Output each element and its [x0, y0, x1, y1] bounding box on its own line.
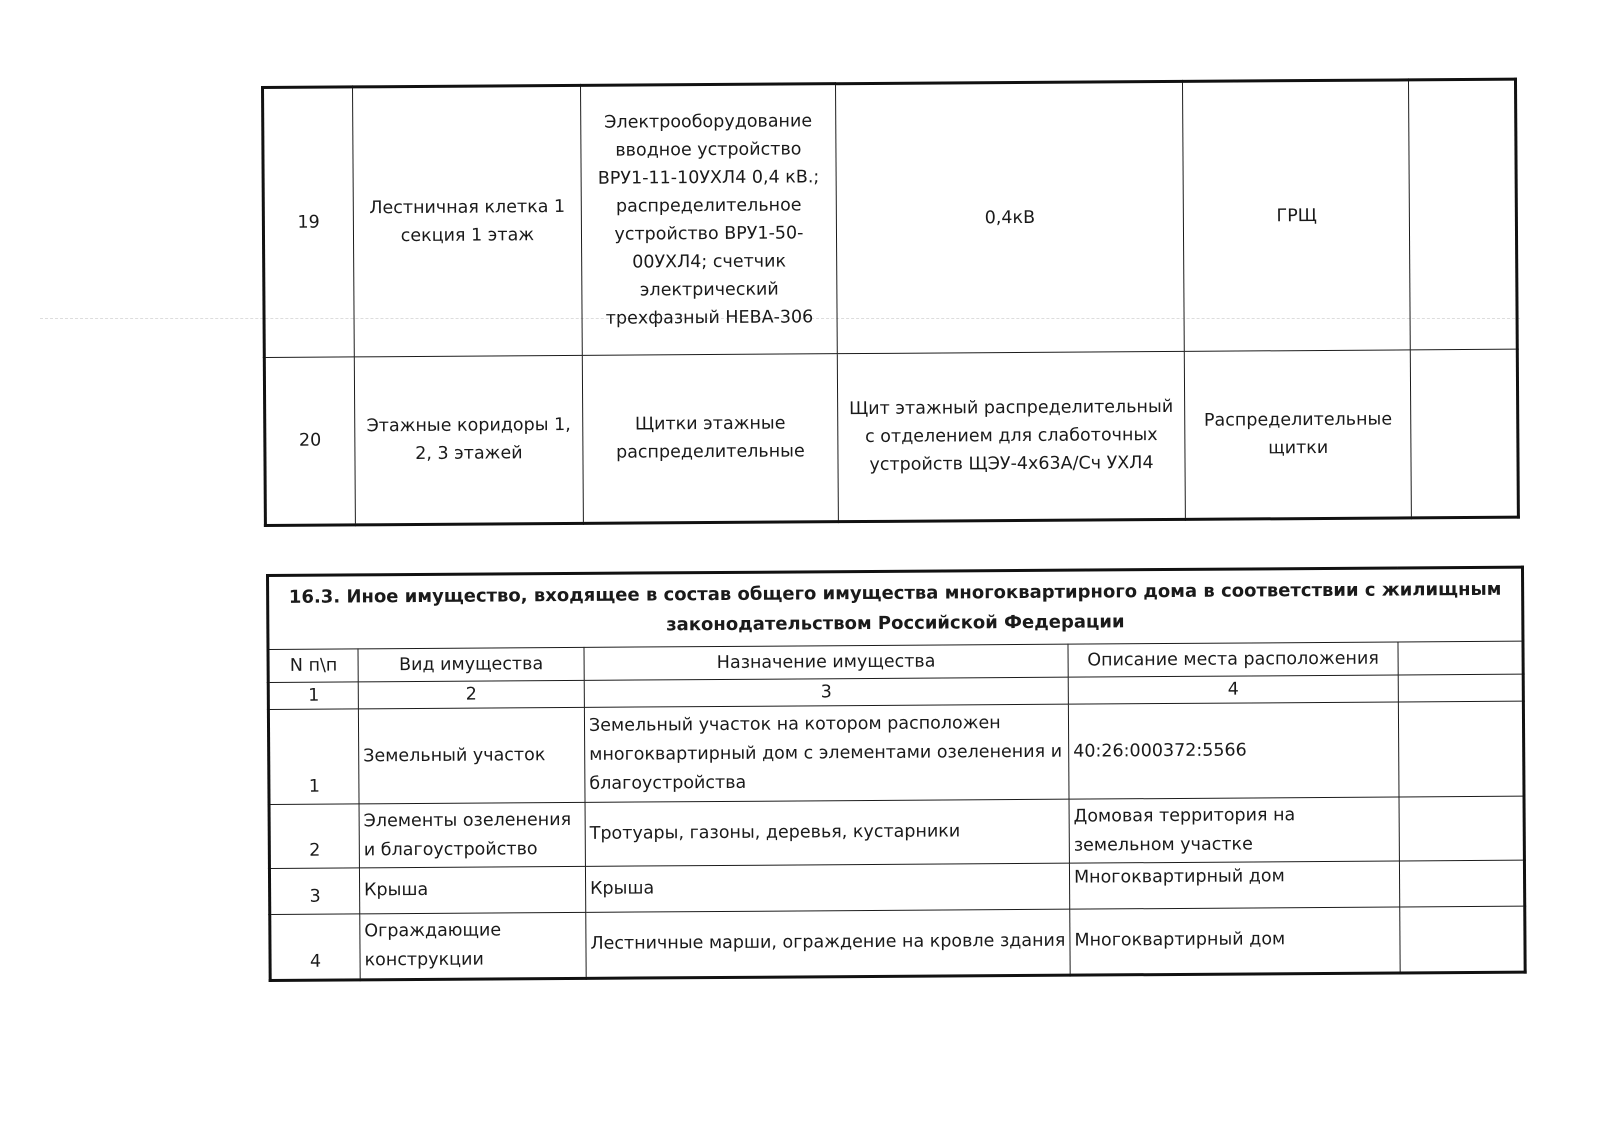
row-number: 20 — [264, 357, 355, 525]
purpose-cell: Распределительные щитки — [1185, 350, 1412, 519]
header-purpose: Назначение имущества — [584, 645, 1068, 681]
col-number — [1398, 675, 1523, 703]
equipment-cell: Щитки этажные распределительные — [583, 354, 838, 523]
parameters-cell: 0,4кВ — [835, 81, 1185, 354]
row-number: 1 — [268, 709, 359, 805]
row-number: 4 — [270, 914, 360, 981]
col-number: 3 — [584, 678, 1068, 708]
type-cell: Земельный участок — [358, 708, 585, 805]
location-cell: Многоквартирный дом — [1070, 907, 1400, 975]
type-cell: Крыша — [359, 867, 585, 914]
location-cell: Лестничная клетка 1 секция 1 этаж — [352, 85, 583, 357]
equipment-table — [261, 78, 1520, 527]
location-cell: Многоквартирный дом — [1069, 861, 1399, 909]
header-type: Вид имущества — [358, 648, 584, 683]
col-number: 2 — [358, 681, 584, 709]
table-row — [269, 796, 1524, 868]
purpose-cell: Тротуары, газоны, деревья, кустарники — [585, 800, 1069, 867]
header-location: Описание места расположения — [1068, 642, 1398, 677]
type-cell: Элементы озеленения и благоустройство — [359, 803, 585, 869]
extra-cell — [1399, 796, 1524, 861]
extra-cell — [1409, 79, 1518, 350]
location-cell: 40:26:000372:5566 — [1068, 702, 1399, 799]
extra-cell — [1399, 861, 1524, 907]
type-cell: Ограждающие конструкции — [360, 912, 586, 980]
purpose-cell: Крыша — [585, 864, 1069, 913]
extra-cell — [1398, 701, 1524, 797]
purpose-cell: Земельный участок на котором расположен многоквартирный дом с элементами озеленения и благоустройства — [584, 704, 1069, 802]
equipment-cell: Электрооборудование вводное устройство ВРУ1-11-10УХЛ4 0,4 кВ.; распределительное устройство ВРУ1-50-00УХЛ4; счетчик электрический трехфазный НЕВА-306 — [581, 84, 837, 356]
section-title: 16.3. Иное имущество, входящее в состав общего имущества многоквартирного дома в соответствии с жилищным законодательством Российской Федерации — [268, 567, 1524, 650]
location-cell: Этажные коридоры 1, 2, 3 этажей — [354, 356, 584, 525]
col-number: 1 — [268, 682, 358, 709]
table-row — [270, 906, 1525, 980]
extra-cell — [1410, 350, 1518, 518]
purpose-cell: Лестничные марши, ограждение на кровле здания — [586, 909, 1070, 978]
row-number: 19 — [263, 87, 354, 358]
col-number: 4 — [1068, 675, 1398, 704]
table-row — [263, 79, 1518, 358]
header-extra — [1398, 642, 1523, 676]
location-cell: Домовая территория на земельном участке — [1069, 797, 1399, 863]
common-property-table — [266, 566, 1527, 982]
parameters-cell: Щит этажный распределительный с отделением для слаботочных устройств ЩЭУ-4х63А/Сч УХЛ4 — [837, 352, 1186, 522]
row-number: 2 — [269, 804, 359, 869]
row-number: 3 — [269, 868, 359, 914]
table-row — [268, 701, 1524, 804]
extra-cell — [1400, 906, 1525, 973]
header-n: N п\п — [268, 649, 358, 683]
purpose-cell: ГРЩ — [1183, 80, 1411, 352]
table-row — [264, 350, 1518, 526]
